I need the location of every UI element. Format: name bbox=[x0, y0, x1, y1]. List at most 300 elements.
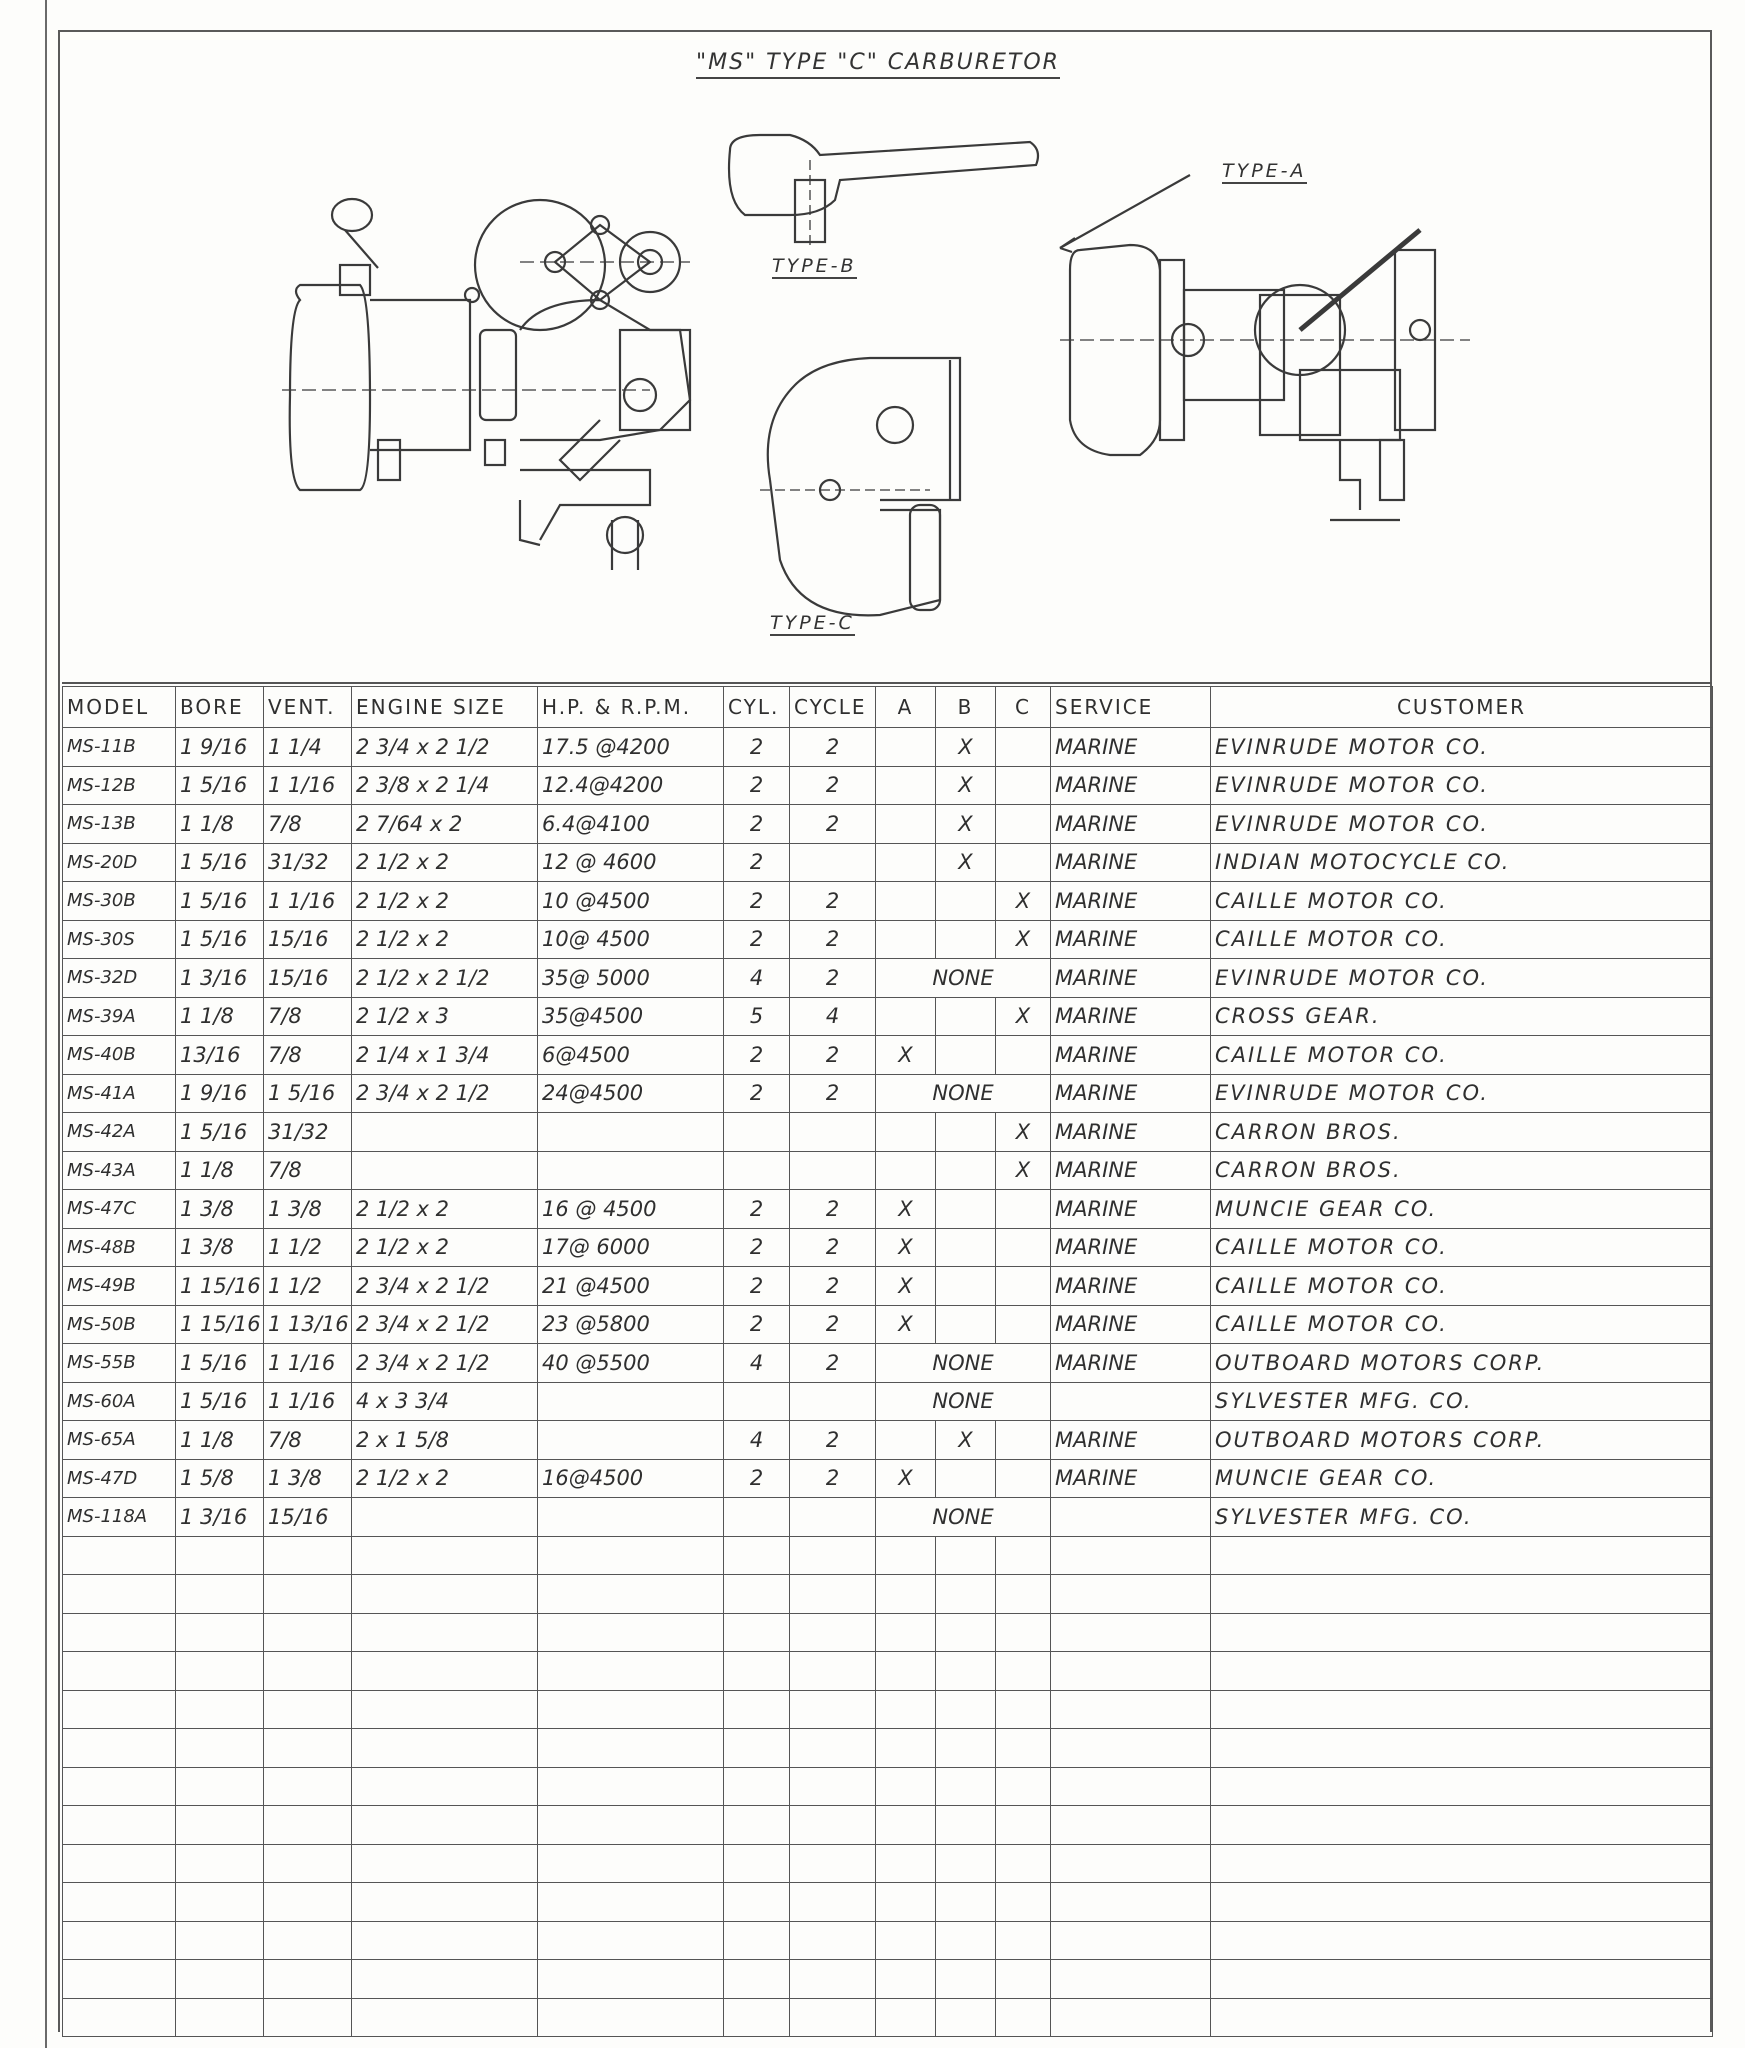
cell-c bbox=[996, 1228, 1051, 1267]
blank-cell bbox=[876, 1536, 936, 1575]
blank-cell bbox=[176, 1690, 264, 1729]
cell-model: MS-30S bbox=[63, 920, 176, 959]
cell-c bbox=[996, 805, 1051, 844]
blank-cell bbox=[724, 1960, 790, 1999]
cell-b bbox=[936, 1113, 996, 1152]
cell-customer: EVINRUDE MOTOR CO. bbox=[1211, 959, 1713, 998]
blank-cell bbox=[538, 1921, 724, 1960]
blank-cell bbox=[1211, 1844, 1713, 1883]
table-row bbox=[63, 1228, 1713, 1267]
blank-cell bbox=[724, 1883, 790, 1922]
blank-cell bbox=[63, 1844, 176, 1883]
cell-engine-size: 2 1/2 x 2 bbox=[352, 1190, 538, 1229]
blank-cell bbox=[876, 1921, 936, 1960]
blank-cell bbox=[63, 1806, 176, 1845]
blank-cell bbox=[724, 1767, 790, 1806]
cell-hp-rpm: 35@4500 bbox=[538, 997, 724, 1036]
blank-cell bbox=[876, 1806, 936, 1845]
cell-customer: MUNCIE GEAR CO. bbox=[1211, 1459, 1713, 1498]
blank-cell bbox=[176, 1960, 264, 1999]
table-row bbox=[63, 882, 1713, 921]
cell-vent: 15/16 bbox=[264, 920, 352, 959]
cell-engine-size: 2 1/2 x 2 bbox=[352, 843, 538, 882]
cell-hp-rpm: 40 @5500 bbox=[538, 1344, 724, 1383]
blank-cell bbox=[996, 1844, 1051, 1883]
blank-cell bbox=[264, 1536, 352, 1575]
cell-engine-size: 2 1/2 x 2 1/2 bbox=[352, 959, 538, 998]
cell-hp-rpm: 10 @4500 bbox=[538, 882, 724, 921]
cell-b: X bbox=[936, 805, 996, 844]
cell-engine-size: 2 3/4 x 2 1/2 bbox=[352, 1074, 538, 1113]
blank-cell bbox=[996, 1613, 1051, 1652]
cell-cycle: 4 bbox=[790, 997, 876, 1036]
cell-vent: 31/32 bbox=[264, 843, 352, 882]
cell-vent: 1 3/8 bbox=[264, 1459, 352, 1498]
cell-model: MS-12B bbox=[63, 766, 176, 805]
blank-cell bbox=[352, 1921, 538, 1960]
cell-none: NONE bbox=[876, 959, 1051, 998]
carburetor-spec-table bbox=[62, 686, 1713, 2037]
cell-a bbox=[876, 728, 936, 767]
cell-cycle bbox=[790, 1113, 876, 1152]
blank-cell bbox=[790, 1767, 876, 1806]
cell-bore: 1 5/16 bbox=[176, 1344, 264, 1383]
cell-a bbox=[876, 766, 936, 805]
cell-service: MARINE bbox=[1051, 728, 1211, 767]
table-top-rule bbox=[62, 682, 1712, 684]
cell-service: MARINE bbox=[1051, 920, 1211, 959]
blank-cell bbox=[352, 1690, 538, 1729]
cell-a: X bbox=[876, 1036, 936, 1075]
blank-cell bbox=[876, 1883, 936, 1922]
cell-customer: SYLVESTER MFG. CO. bbox=[1211, 1498, 1713, 1537]
blank-cell bbox=[352, 1806, 538, 1845]
cell-c: X bbox=[996, 997, 1051, 1036]
col-header-c: C bbox=[996, 687, 1051, 728]
cell-engine-size bbox=[352, 1498, 538, 1537]
blank-cell bbox=[996, 1806, 1051, 1845]
cell-hp-rpm: 12 @ 4600 bbox=[538, 843, 724, 882]
cell-cycle: 2 bbox=[790, 1190, 876, 1229]
blank-cell bbox=[63, 1690, 176, 1729]
blank-cell bbox=[1211, 1536, 1713, 1575]
table-row bbox=[63, 1382, 1713, 1421]
cell-customer: OUTBOARD MOTORS CORP. bbox=[1211, 1421, 1713, 1460]
blank-cell bbox=[790, 1729, 876, 1768]
blank-cell bbox=[724, 1844, 790, 1883]
cell-bore: 1 15/16 bbox=[176, 1267, 264, 1306]
cell-customer: CARRON BROS. bbox=[1211, 1113, 1713, 1152]
blank-cell bbox=[790, 1575, 876, 1614]
cell-model: MS-42A bbox=[63, 1113, 176, 1152]
cell-cycle: 2 bbox=[790, 1228, 876, 1267]
cell-service: MARINE bbox=[1051, 843, 1211, 882]
cell-model: MS-50B bbox=[63, 1305, 176, 1344]
cell-a bbox=[876, 997, 936, 1036]
cell-customer: OUTBOARD MOTORS CORP. bbox=[1211, 1344, 1713, 1383]
blank-cell bbox=[724, 1729, 790, 1768]
cell-model: MS-32D bbox=[63, 959, 176, 998]
type-c-label: TYPE-C bbox=[770, 612, 855, 634]
page-title: "MS" TYPE "C" CARBURETOR bbox=[696, 50, 1060, 79]
cell-b: X bbox=[936, 843, 996, 882]
cell-bore: 1 5/16 bbox=[176, 1382, 264, 1421]
table-row bbox=[63, 1113, 1713, 1152]
cell-engine-size: 2 7/64 x 2 bbox=[352, 805, 538, 844]
cell-cycle: 2 bbox=[790, 920, 876, 959]
cell-vent: 1 1/16 bbox=[264, 1344, 352, 1383]
cell-bore: 1 5/16 bbox=[176, 1113, 264, 1152]
cell-customer: EVINRUDE MOTOR CO. bbox=[1211, 805, 1713, 844]
cell-none: NONE bbox=[876, 1498, 1051, 1537]
cell-customer: INDIAN MOTOCYCLE CO. bbox=[1211, 843, 1713, 882]
cell-hp-rpm: 16 @ 4500 bbox=[538, 1190, 724, 1229]
cell-bore: 1 15/16 bbox=[176, 1305, 264, 1344]
blank-cell bbox=[1051, 1690, 1211, 1729]
blank-cell bbox=[724, 1652, 790, 1691]
blank-cell bbox=[264, 1998, 352, 2037]
cell-none: NONE bbox=[876, 1074, 1051, 1113]
blank-cell bbox=[63, 1921, 176, 1960]
cell-b: X bbox=[936, 728, 996, 767]
blank-cell bbox=[63, 1998, 176, 2037]
cell-cyl bbox=[724, 1382, 790, 1421]
cell-engine-size: 2 1/2 x 3 bbox=[352, 997, 538, 1036]
cell-customer: EVINRUDE MOTOR CO. bbox=[1211, 1074, 1713, 1113]
cell-cyl: 2 bbox=[724, 1459, 790, 1498]
blank-cell bbox=[936, 1536, 996, 1575]
blank-cell bbox=[936, 1613, 996, 1652]
cell-service: MARINE bbox=[1051, 1190, 1211, 1229]
col-header-customer: CUSTOMER bbox=[1211, 687, 1713, 728]
blank-cell bbox=[1211, 1998, 1713, 2037]
cell-vent: 15/16 bbox=[264, 959, 352, 998]
table-row bbox=[63, 1305, 1713, 1344]
cell-bore: 1 1/8 bbox=[176, 1421, 264, 1460]
cell-cyl: 5 bbox=[724, 997, 790, 1036]
carburetor-type-a-view bbox=[1060, 175, 1470, 520]
blank-cell bbox=[1051, 1883, 1211, 1922]
cell-cyl: 4 bbox=[724, 1421, 790, 1460]
cell-model: MS-41A bbox=[63, 1074, 176, 1113]
blank-cell bbox=[996, 1536, 1051, 1575]
cell-service: MARINE bbox=[1051, 1344, 1211, 1383]
blank-cell bbox=[352, 1883, 538, 1922]
blank-cell bbox=[1051, 1613, 1211, 1652]
blank-cell bbox=[264, 1921, 352, 1960]
cell-hp-rpm bbox=[538, 1382, 724, 1421]
blank-cell bbox=[1051, 1806, 1211, 1845]
cell-model: MS-49B bbox=[63, 1267, 176, 1306]
cell-none: NONE bbox=[876, 1382, 1051, 1421]
cell-bore: 1 5/16 bbox=[176, 882, 264, 921]
cell-c: X bbox=[996, 920, 1051, 959]
cell-engine-size bbox=[352, 1113, 538, 1152]
blank-cell bbox=[352, 1652, 538, 1691]
cell-vent: 1 1/16 bbox=[264, 1382, 352, 1421]
blank-cell bbox=[176, 1883, 264, 1922]
table-row bbox=[63, 1344, 1713, 1383]
cell-cyl: 4 bbox=[724, 1344, 790, 1383]
cell-bore: 1 5/16 bbox=[176, 766, 264, 805]
cell-bore: 1 1/8 bbox=[176, 1151, 264, 1190]
cell-cyl: 2 bbox=[724, 1305, 790, 1344]
type-a-label: TYPE-A bbox=[1222, 160, 1307, 182]
cell-service: MARINE bbox=[1051, 1151, 1211, 1190]
cell-b bbox=[936, 1190, 996, 1229]
blank-cell bbox=[176, 1575, 264, 1614]
cell-engine-size: 2 3/4 x 2 1/2 bbox=[352, 1305, 538, 1344]
blank-cell bbox=[538, 1767, 724, 1806]
blank-cell bbox=[936, 1844, 996, 1883]
cell-hp-rpm: 10@ 4500 bbox=[538, 920, 724, 959]
blank-cell bbox=[876, 1767, 936, 1806]
cell-engine-size: 2 1/2 x 2 bbox=[352, 920, 538, 959]
cell-cycle: 2 bbox=[790, 766, 876, 805]
blank-cell bbox=[936, 1960, 996, 1999]
blank-cell bbox=[264, 1767, 352, 1806]
cell-vent: 7/8 bbox=[264, 1151, 352, 1190]
table-row bbox=[63, 728, 1713, 767]
cell-service bbox=[1051, 1498, 1211, 1537]
cell-hp-rpm: 17.5 @4200 bbox=[538, 728, 724, 767]
cell-engine-size: 2 3/8 x 2 1/4 bbox=[352, 766, 538, 805]
cell-service: MARINE bbox=[1051, 882, 1211, 921]
cell-cyl: 2 bbox=[724, 1267, 790, 1306]
blank-row bbox=[63, 1575, 1713, 1614]
blank-cell bbox=[538, 1575, 724, 1614]
blank-row bbox=[63, 1767, 1713, 1806]
table-row bbox=[63, 1421, 1713, 1460]
table-header-row bbox=[63, 687, 1713, 728]
cell-vent: 1 1/16 bbox=[264, 882, 352, 921]
cell-customer: CAILLE MOTOR CO. bbox=[1211, 1305, 1713, 1344]
cell-cyl: 4 bbox=[724, 959, 790, 998]
cell-cyl bbox=[724, 1113, 790, 1152]
blank-cell bbox=[538, 1536, 724, 1575]
cell-hp-rpm bbox=[538, 1421, 724, 1460]
table-row bbox=[63, 1267, 1713, 1306]
blank-cell bbox=[936, 1998, 996, 2037]
cell-model: MS-39A bbox=[63, 997, 176, 1036]
cell-vent: 1 1/16 bbox=[264, 766, 352, 805]
cell-a bbox=[876, 1113, 936, 1152]
blank-cell bbox=[790, 1806, 876, 1845]
col-header-service: SERVICE bbox=[1051, 687, 1211, 728]
blank-cell bbox=[176, 1536, 264, 1575]
cell-c bbox=[996, 1267, 1051, 1306]
blank-cell bbox=[1051, 1844, 1211, 1883]
cell-model: MS-40B bbox=[63, 1036, 176, 1075]
cell-engine-size: 2 3/4 x 2 1/2 bbox=[352, 728, 538, 767]
cell-customer: CAILLE MOTOR CO. bbox=[1211, 920, 1713, 959]
cell-cyl: 2 bbox=[724, 843, 790, 882]
cell-engine-size: 2 3/4 x 2 1/2 bbox=[352, 1344, 538, 1383]
cell-cycle: 2 bbox=[790, 1267, 876, 1306]
blank-row bbox=[63, 1613, 1713, 1652]
blank-cell bbox=[63, 1613, 176, 1652]
cell-cycle: 2 bbox=[790, 805, 876, 844]
col-header-cyl: CYL. bbox=[724, 687, 790, 728]
blank-cell bbox=[996, 1960, 1051, 1999]
cell-b bbox=[936, 1305, 996, 1344]
cell-cycle bbox=[790, 1382, 876, 1421]
blank-row bbox=[63, 1806, 1713, 1845]
blank-cell bbox=[790, 1998, 876, 2037]
blank-cell bbox=[936, 1921, 996, 1960]
cell-c: X bbox=[996, 1151, 1051, 1190]
blank-cell bbox=[936, 1767, 996, 1806]
blank-cell bbox=[264, 1652, 352, 1691]
cell-hp-rpm: 17@ 6000 bbox=[538, 1228, 724, 1267]
col-header-a: A bbox=[876, 687, 936, 728]
cell-vent: 7/8 bbox=[264, 1421, 352, 1460]
table-row bbox=[63, 1036, 1713, 1075]
cell-customer: CAILLE MOTOR CO. bbox=[1211, 1036, 1713, 1075]
blank-cell bbox=[876, 1729, 936, 1768]
blank-cell bbox=[63, 1652, 176, 1691]
cell-vent: 1 1/2 bbox=[264, 1267, 352, 1306]
blank-cell bbox=[996, 1767, 1051, 1806]
blank-cell bbox=[790, 1652, 876, 1691]
blank-cell bbox=[352, 1536, 538, 1575]
blank-row bbox=[63, 1652, 1713, 1691]
cell-cyl: 2 bbox=[724, 920, 790, 959]
blank-cell bbox=[936, 1690, 996, 1729]
blank-cell bbox=[790, 1844, 876, 1883]
cell-service: MARINE bbox=[1051, 1074, 1211, 1113]
col-header-hp-rpm: H.P. & R.P.M. bbox=[538, 687, 724, 728]
cell-cycle: 2 bbox=[790, 728, 876, 767]
cell-engine-size: 2 1/2 x 2 bbox=[352, 1459, 538, 1498]
blank-cell bbox=[876, 1844, 936, 1883]
table-row bbox=[63, 997, 1713, 1036]
type-b-label: TYPE-B bbox=[772, 255, 857, 277]
cell-cyl bbox=[724, 1151, 790, 1190]
cell-service: MARINE bbox=[1051, 805, 1211, 844]
cell-model: MS-118A bbox=[63, 1498, 176, 1537]
blank-cell bbox=[996, 1652, 1051, 1691]
cell-model: MS-65A bbox=[63, 1421, 176, 1460]
blank-cell bbox=[538, 1998, 724, 2037]
table-row bbox=[63, 843, 1713, 882]
blank-cell bbox=[996, 1575, 1051, 1614]
carburetor-drawing bbox=[0, 0, 1745, 680]
blank-cell bbox=[876, 1960, 936, 1999]
cell-service: MARINE bbox=[1051, 997, 1211, 1036]
blank-cell bbox=[996, 1729, 1051, 1768]
blank-cell bbox=[876, 1652, 936, 1691]
cell-service: MARINE bbox=[1051, 1228, 1211, 1267]
cell-vent: 7/8 bbox=[264, 997, 352, 1036]
col-header-b: B bbox=[936, 687, 996, 728]
blank-cell bbox=[176, 1767, 264, 1806]
cell-c bbox=[996, 766, 1051, 805]
table-body bbox=[63, 728, 1713, 2037]
cell-bore: 1 3/16 bbox=[176, 1498, 264, 1537]
cell-service: MARINE bbox=[1051, 1459, 1211, 1498]
cell-hp-rpm: 6.4@4100 bbox=[538, 805, 724, 844]
cell-c bbox=[996, 1036, 1051, 1075]
cell-b bbox=[936, 1228, 996, 1267]
cell-cycle bbox=[790, 843, 876, 882]
blank-cell bbox=[538, 1613, 724, 1652]
cell-vent: 1 1/4 bbox=[264, 728, 352, 767]
blank-cell bbox=[1211, 1921, 1713, 1960]
cell-service: MARINE bbox=[1051, 766, 1211, 805]
blank-cell bbox=[936, 1729, 996, 1768]
blank-cell bbox=[538, 1883, 724, 1922]
cell-b: X bbox=[936, 766, 996, 805]
blank-cell bbox=[176, 1844, 264, 1883]
cell-hp-rpm bbox=[538, 1151, 724, 1190]
cell-cyl: 2 bbox=[724, 882, 790, 921]
blank-cell bbox=[352, 1729, 538, 1768]
blank-cell bbox=[352, 1613, 538, 1652]
blank-cell bbox=[790, 1690, 876, 1729]
blank-cell bbox=[176, 1652, 264, 1691]
blank-cell bbox=[936, 1806, 996, 1845]
table-row bbox=[63, 766, 1713, 805]
blank-cell bbox=[264, 1883, 352, 1922]
cell-cyl: 2 bbox=[724, 728, 790, 767]
cell-bore: 1 9/16 bbox=[176, 1074, 264, 1113]
blank-cell bbox=[790, 1960, 876, 1999]
cell-c bbox=[996, 1459, 1051, 1498]
cell-b bbox=[936, 1267, 996, 1306]
cell-customer: CAILLE MOTOR CO. bbox=[1211, 1267, 1713, 1306]
cell-c: X bbox=[996, 882, 1051, 921]
cell-vent: 1 1/2 bbox=[264, 1228, 352, 1267]
cell-hp-rpm: 6@4500 bbox=[538, 1036, 724, 1075]
col-header-cycle: CYCLE bbox=[790, 687, 876, 728]
cell-service: MARINE bbox=[1051, 1305, 1211, 1344]
type-b-piece bbox=[729, 135, 1038, 250]
blank-cell bbox=[724, 1536, 790, 1575]
table-row bbox=[63, 1190, 1713, 1229]
cell-hp-rpm: 12.4@4200 bbox=[538, 766, 724, 805]
cell-vent: 1 5/16 bbox=[264, 1074, 352, 1113]
table-row bbox=[63, 805, 1713, 844]
blank-cell bbox=[538, 1960, 724, 1999]
cell-model: MS-11B bbox=[63, 728, 176, 767]
cell-a: X bbox=[876, 1459, 936, 1498]
blank-cell bbox=[876, 1613, 936, 1652]
blank-cell bbox=[352, 1844, 538, 1883]
cell-a bbox=[876, 843, 936, 882]
blank-cell bbox=[538, 1806, 724, 1845]
table-row bbox=[63, 959, 1713, 998]
blank-cell bbox=[264, 1806, 352, 1845]
cell-engine-size: 2 1/2 x 2 bbox=[352, 1228, 538, 1267]
blank-row bbox=[63, 1883, 1713, 1922]
blank-cell bbox=[1051, 1998, 1211, 2037]
blank-cell bbox=[996, 1690, 1051, 1729]
cell-bore: 1 5/16 bbox=[176, 843, 264, 882]
cell-bore: 1 9/16 bbox=[176, 728, 264, 767]
cell-vent: 1 13/16 bbox=[264, 1305, 352, 1344]
cell-cycle: 2 bbox=[790, 1459, 876, 1498]
cell-cycle: 2 bbox=[790, 1305, 876, 1344]
cell-cyl: 2 bbox=[724, 1074, 790, 1113]
cell-bore: 13/16 bbox=[176, 1036, 264, 1075]
cell-vent: 15/16 bbox=[264, 1498, 352, 1537]
cell-c bbox=[996, 843, 1051, 882]
cell-service: MARINE bbox=[1051, 959, 1211, 998]
blank-row bbox=[63, 1921, 1713, 1960]
blank-cell bbox=[724, 1921, 790, 1960]
cell-cycle: 2 bbox=[790, 959, 876, 998]
